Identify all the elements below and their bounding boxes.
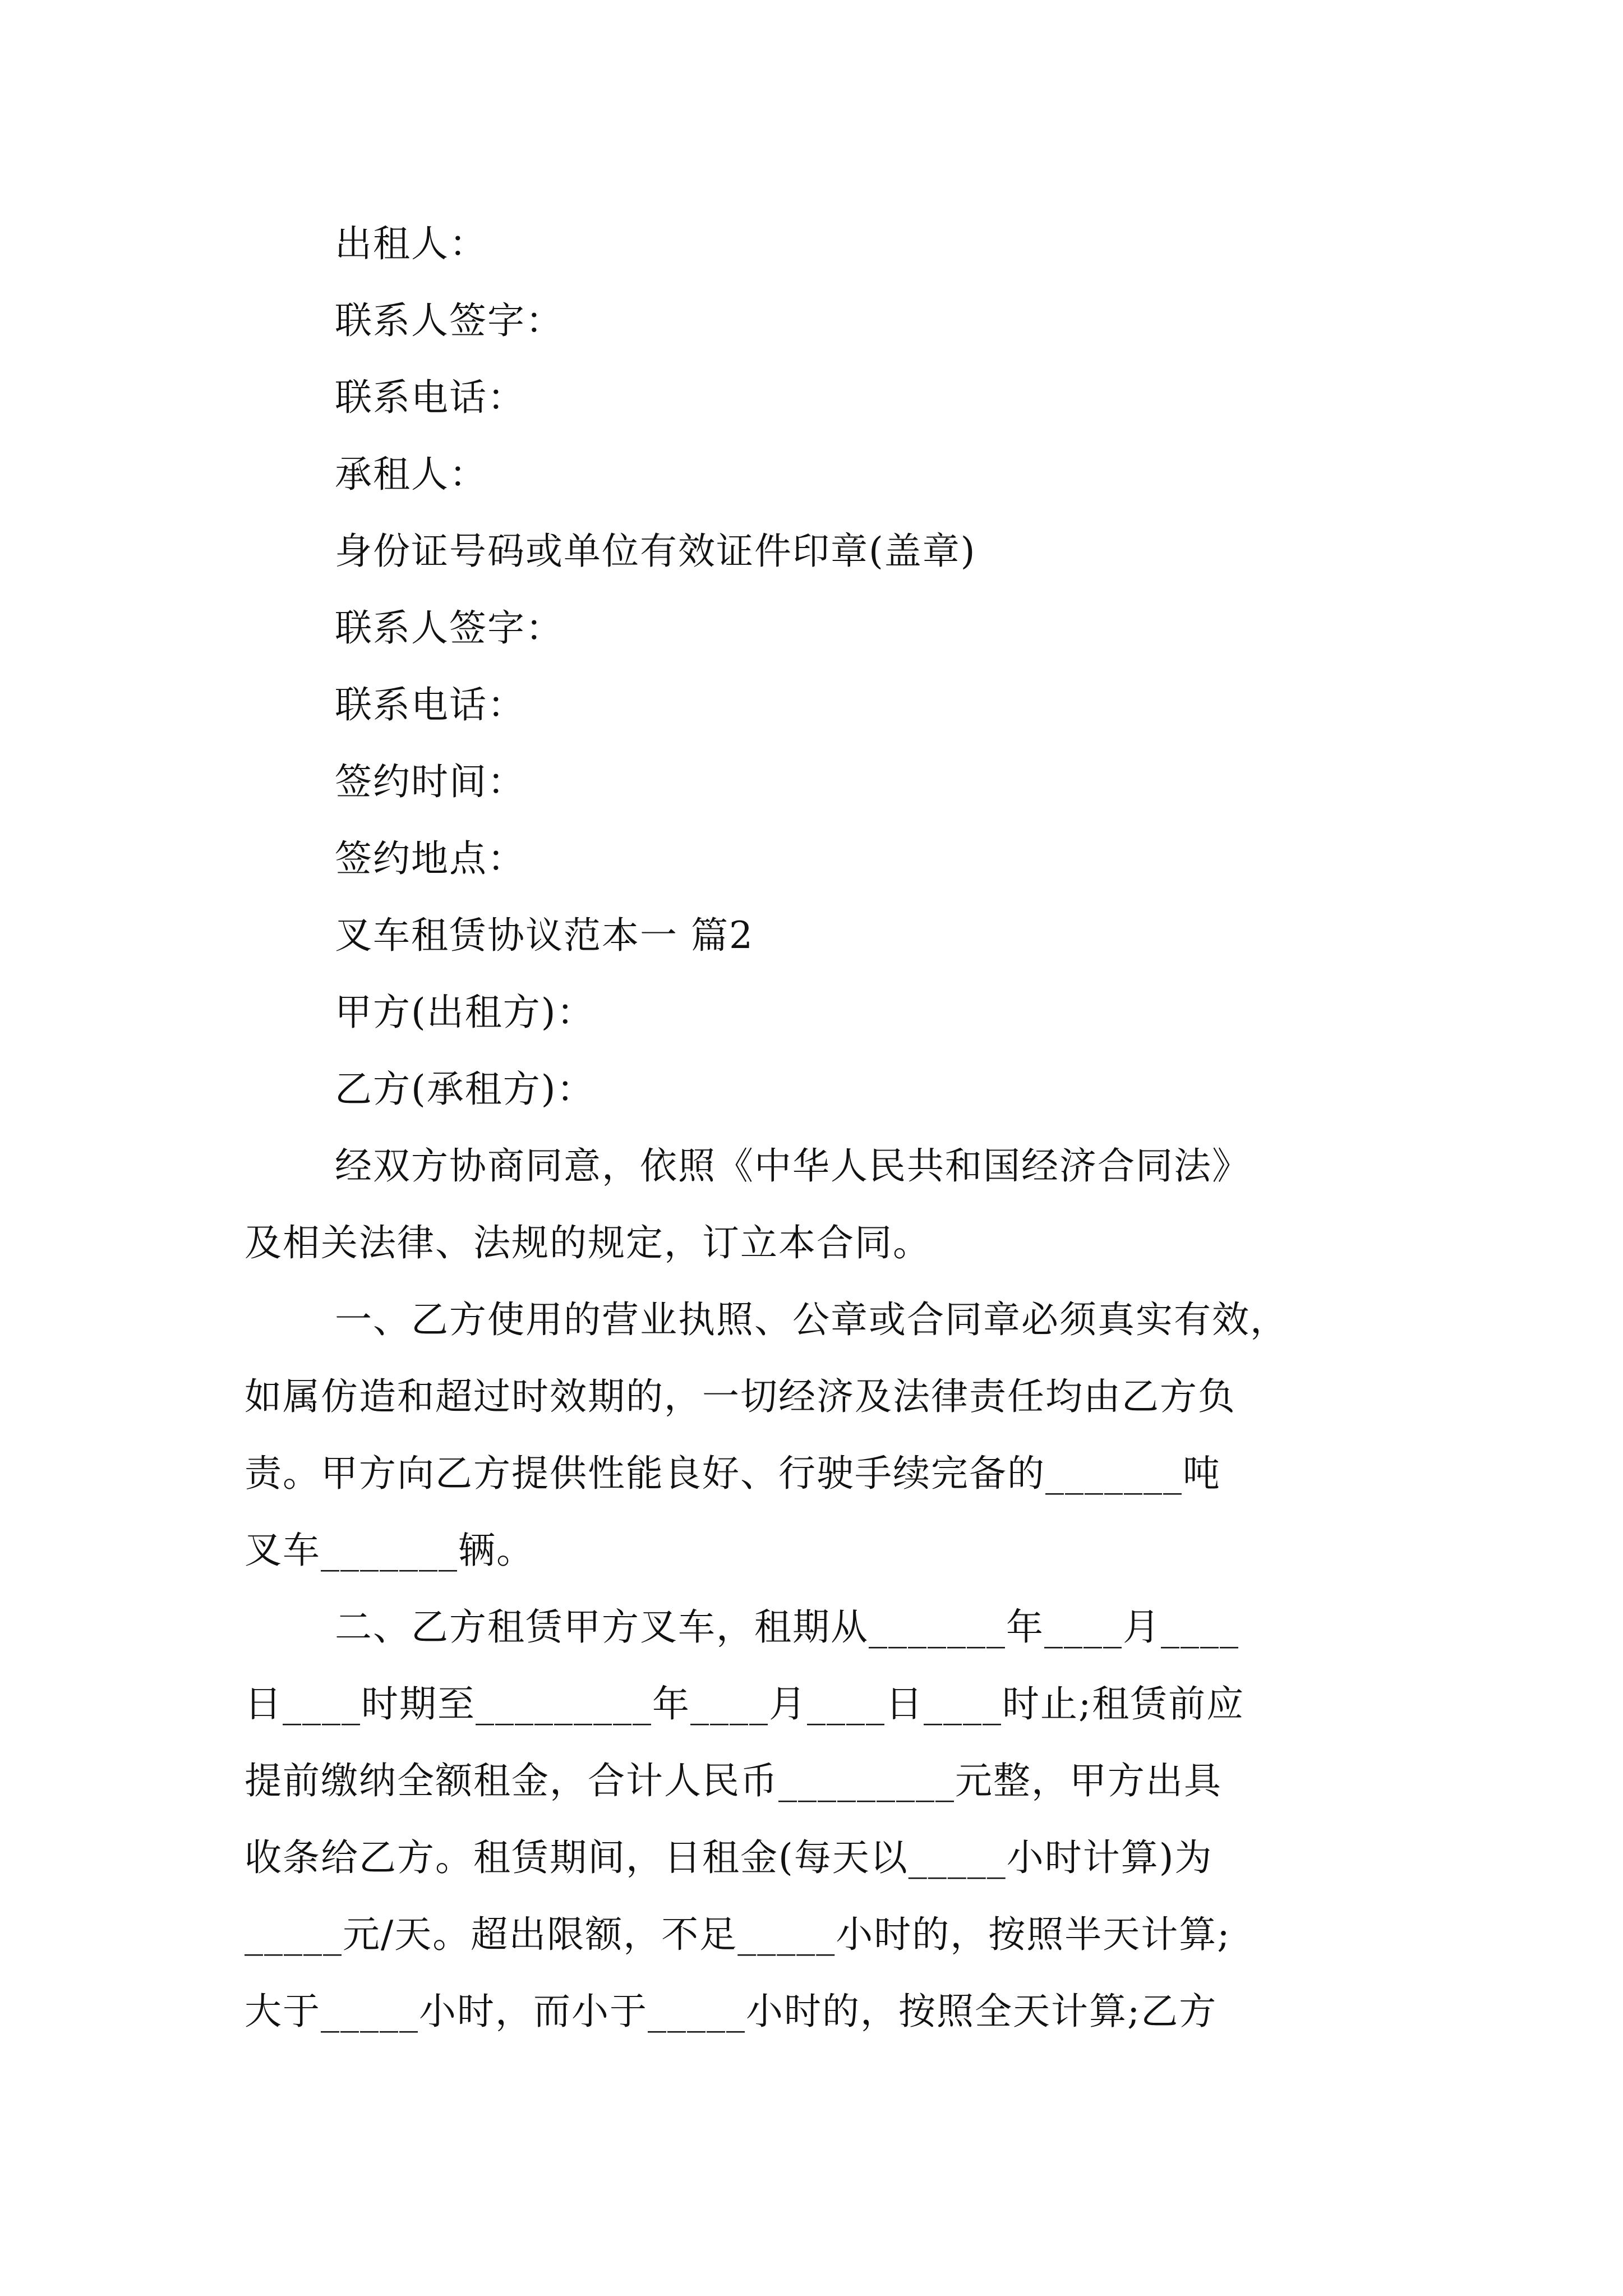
clause-1-line-4: 叉车_______辆。 [245, 1529, 534, 1572]
clause-2-line-4: 收条给乙方。租赁期间，日租金(每天以_____小时计算)为 [245, 1836, 1213, 1879]
clause-1-line-1: 一、乙方使用的营业执照、公章或合同章必须真实有效， [335, 1298, 1288, 1341]
party-a-label: 甲方(出租方)： [335, 991, 595, 1034]
clause-2-line-6: 大于_____小时，而小于_____小时的，按照全天计算;乙方 [245, 1990, 1218, 2033]
clause-1-line-3: 责。甲方向乙方提供性能良好、行驶手续完备的_______吨 [245, 1452, 1221, 1495]
clause-2-line-5: _____元/天。超出限额，不足_____小时的，按照半天计算; [245, 1913, 1231, 1956]
lessor-phone-label: 联系电话： [335, 376, 525, 419]
clause-2-line-2: 日____时期至_________年____月____日____时止;租赁前应 [245, 1682, 1245, 1726]
id-seal-label: 身份证号码或单位有效证件印章(盖章) [335, 530, 976, 573]
section-title: 叉车租赁协议范本一 篇2 [335, 914, 754, 957]
signing-place-label: 签约地点： [335, 837, 525, 880]
lessor-contact-signature-label: 联系人签字： [335, 299, 564, 342]
clause-2-line-1: 二、乙方租赁甲方叉车，租期从_______年____月____ [335, 1605, 1239, 1649]
lessor-label: 出租人： [335, 222, 487, 265]
signing-time-label: 签约时间： [335, 760, 525, 803]
paragraph-intro-line-1: 经双方协商同意，依照《中华人民共和国经济合同法》 [335, 1144, 1250, 1188]
lessee-label: 承租人： [335, 453, 487, 496]
lessee-contact-signature-label: 联系人签字： [335, 606, 564, 650]
clause-1-line-2: 如属仿造和超过时效期的，一切经济及法律责任均由乙方负 [245, 1375, 1236, 1418]
lessee-phone-label: 联系电话： [335, 683, 525, 726]
party-b-label: 乙方(承租方)： [335, 1068, 595, 1111]
clause-2-line-3: 提前缴纳全额租金，合计人民币_________元整，甲方出具 [245, 1759, 1222, 1802]
paragraph-intro-line-2: 及相关法律、法规的规定，订立本合同。 [245, 1221, 931, 1264]
